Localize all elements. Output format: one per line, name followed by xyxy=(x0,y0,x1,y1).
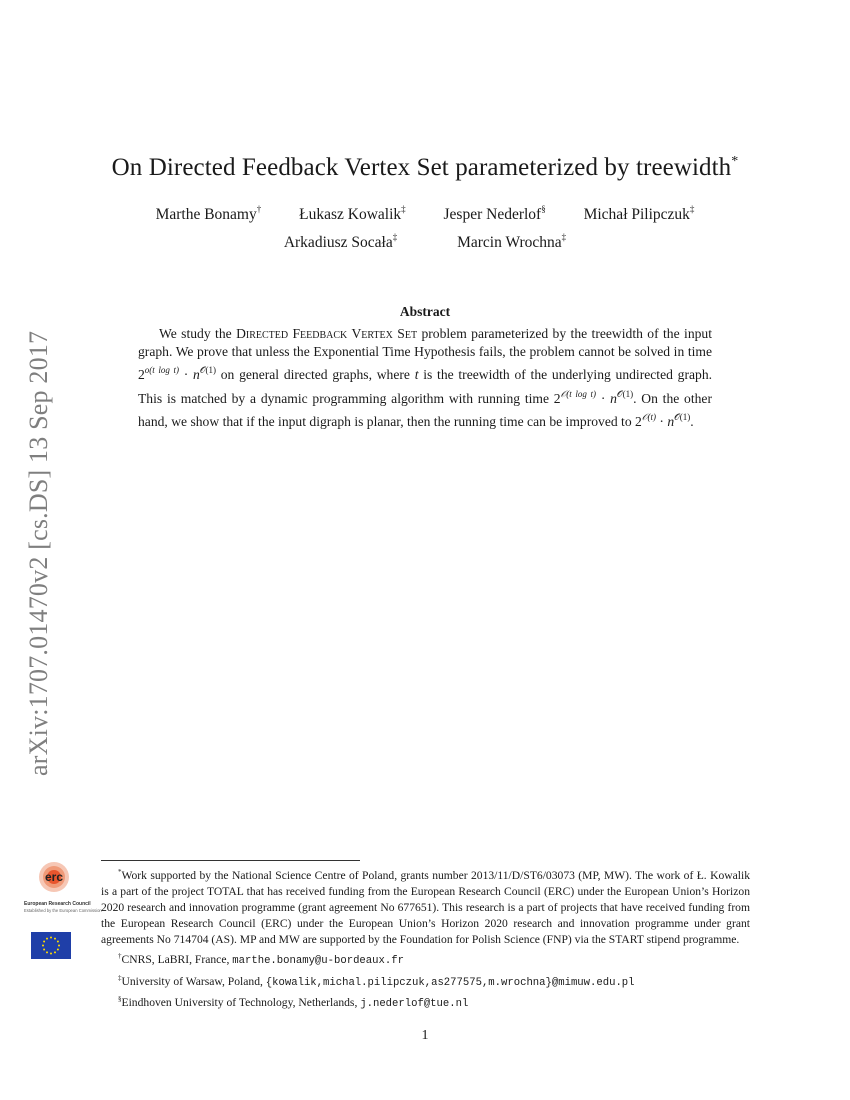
math-exponent: o(t log t) xyxy=(144,365,179,376)
author-name: Jesper Nederlof xyxy=(443,206,542,223)
math-lower-bound xyxy=(138,367,216,382)
footnotes xyxy=(101,864,750,1012)
abstract-text: on general directed graphs, where xyxy=(216,367,415,383)
author xyxy=(156,204,262,224)
footnote-funding xyxy=(101,864,750,948)
math-exponent: 𝒪(1) xyxy=(616,388,634,399)
abstract-text: . On the other hand, we show that if the input digraph is planar, then the running time can be improved to xyxy=(138,390,712,429)
math-var: n xyxy=(193,367,200,383)
author-list-row-2 xyxy=(0,232,850,252)
math-var: t xyxy=(414,367,419,383)
svg-text:erc: erc xyxy=(44,870,64,884)
author-name: Marthe Bonamy xyxy=(155,206,257,223)
author-name: Arkadiusz Socała xyxy=(283,234,393,251)
arxiv-identifier-stamp: arXiv:1707.01470v2 [cs.DS] 13 Sep 2017 xyxy=(24,330,53,776)
abstract-heading: Abstract xyxy=(399,304,451,319)
email-link[interactable]: marthe.bonamy@u-bordeaux.fr xyxy=(232,955,404,968)
footnote-affiliation xyxy=(101,948,750,969)
author-name: Marcin Wrochna xyxy=(457,234,562,251)
math-base: 2 xyxy=(553,390,561,406)
email-link[interactable]: j.nederlof@tue.nl xyxy=(360,997,469,1010)
author-name: Michał Pilipczuk xyxy=(583,206,690,223)
erc-subtitle-label: Established by the European Commission xyxy=(24,908,102,913)
footnote-text: University of Warsaw, Poland, xyxy=(121,974,266,988)
math-upper-bound xyxy=(553,388,634,406)
abstract-text: . xyxy=(690,413,694,429)
footnote-divider xyxy=(101,860,360,861)
eu-flag-icon xyxy=(31,932,71,959)
footnote-mark: * xyxy=(118,868,122,876)
author xyxy=(584,204,695,224)
footnote-mark: ‡ xyxy=(118,973,122,982)
email-link[interactable]: {kowalik,michal.pilipczuk,as277575,m.wrochna}@mimuw.edu.pl xyxy=(265,976,635,989)
affiliation-mark: ‡ xyxy=(689,204,695,214)
affiliation-mark: ‡ xyxy=(392,232,398,242)
title-text: On Directed Feedback Vertex Set parameterized by treewidth xyxy=(111,154,732,181)
math-base: 2 xyxy=(138,367,145,383)
math-var: n xyxy=(610,390,617,406)
math-exponent: 𝒪(t) xyxy=(641,411,656,422)
footnote-text: Work supported by the National Science Centre of Poland, grants number 2013/11/D/ST6/03073 (MP, MW). The work of Ł. Kowalik is a part of the project TOTAL that has received funding from the European Research Council (ERC) under the European Union’s Horizon 2020 research and innovation programme (grant agreement No 677651). This research is a part of projects that have received funding from the European Research Council (ERC) under the European Union’s Horizon 2020 research and innovation programme under grant agreements No 714704 (AS). MP and MW are supported by the Foundation for Polish Science (FNP) via the START stipend programme. xyxy=(101,869,750,947)
abstract-text: is the treewidth of the underlying undirected graph. This is matched by a dynamic programming algorithm with running time xyxy=(138,367,713,406)
affiliation-mark: ‡ xyxy=(401,204,406,214)
paper-title xyxy=(0,154,850,182)
math-dot: · xyxy=(656,413,668,429)
abstract-text: We study the xyxy=(159,326,237,341)
abstract-paragraph xyxy=(138,325,712,431)
math-planar-bound xyxy=(635,411,691,429)
affiliation-mark: ‡ xyxy=(561,232,567,242)
footnote-text: Eindhoven University of Technology, Netherlands, xyxy=(121,995,361,1009)
math-dot: · xyxy=(596,390,611,406)
abstract-text: problem parameterized by the treewidth of the input graph. We prove that unless the Exponential Time Hypothesis fails, the problem cannot be solved in time xyxy=(138,326,712,360)
math-exponent: 𝒪(t log t) xyxy=(560,388,597,399)
title-footnote-mark: * xyxy=(731,154,739,169)
math-var: n xyxy=(667,413,675,429)
math-exponent: 𝒪(1) xyxy=(674,411,691,422)
author xyxy=(457,232,566,252)
footnote-mark: † xyxy=(118,952,122,961)
author xyxy=(284,232,397,252)
abstract-body xyxy=(138,325,712,431)
footnote-affiliation xyxy=(101,970,750,991)
math-dot: · xyxy=(179,367,194,383)
page-number: 1 xyxy=(421,1028,429,1043)
footnote-mark: § xyxy=(118,994,122,1003)
author-name: Łukasz Kowalik xyxy=(299,206,402,223)
affiliation-mark: † xyxy=(256,204,262,214)
footnote-text: CNRS, LaBRI, France, xyxy=(121,953,233,967)
erc-name-label: European Research Council xyxy=(24,901,91,907)
author xyxy=(444,204,546,224)
math-exponent: 𝒪(1) xyxy=(199,365,216,376)
author-list-row-1 xyxy=(0,204,850,224)
author xyxy=(299,204,406,224)
problem-name: Directed Feedback Vertex Set xyxy=(236,326,418,341)
affiliation-mark: § xyxy=(541,204,546,214)
footnote-affiliation xyxy=(101,991,750,1012)
math-base: 2 xyxy=(635,413,642,429)
